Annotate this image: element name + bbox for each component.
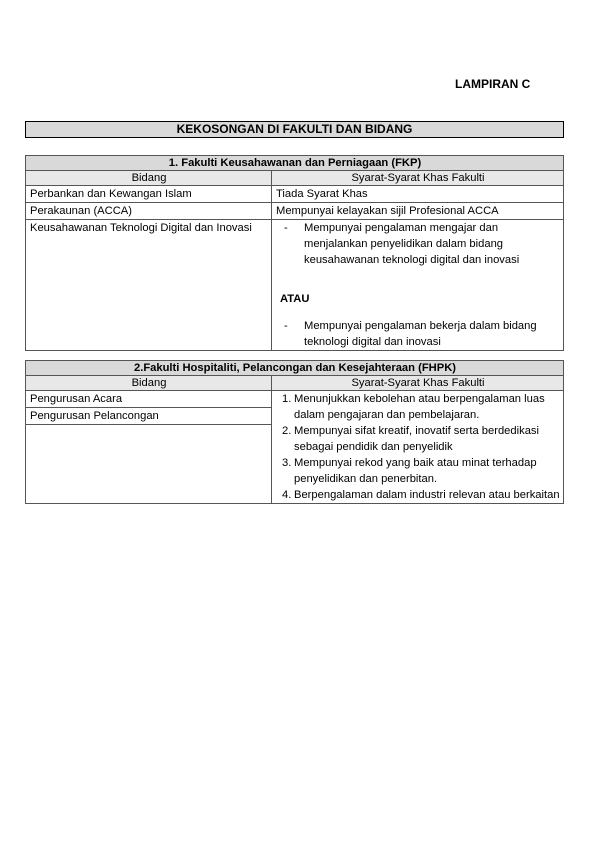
field-cell: Perakaunan (ACCA) [26, 203, 272, 220]
requirement-text: Mempunyai sifat kreatif, inovatif serta berdedikasi sebagai pendidik dan penyelidik [294, 425, 539, 453]
fkp-section-title: 1. Fakulti Keusahawanan dan Perniagaan (FKP) [26, 156, 564, 171]
fhpk-col-bidang-header: Bidang [26, 376, 272, 391]
field-cell: Pengurusan Acara [26, 391, 272, 408]
requirement-item [276, 391, 560, 423]
field-cell: Pengurusan Pelancongan [26, 408, 272, 425]
requirement-text: Menunjukkan kebolehan atau berpengalaman luas dalam pengajaran dan pembelajaran. [294, 393, 545, 421]
field-cell-empty [26, 425, 272, 504]
fhpk-col-syarat-header: Syarat-Syarat Khas Fakulti [272, 376, 564, 391]
table-row [26, 186, 564, 203]
requirement-item [276, 455, 560, 487]
requirement-item [284, 318, 560, 350]
requirement-item [276, 423, 560, 455]
number-marker: 3. [282, 457, 292, 469]
requirement-cell [272, 391, 564, 504]
requirement-text: Mempunyai pengalaman mengajar dan menjalankan penyelidikan dalam bidang keusahawanan teknologi digital dan inovasi [304, 222, 520, 266]
fhpk-table [25, 360, 564, 504]
table-row [26, 220, 564, 351]
fkp-table [25, 155, 564, 351]
number-marker: 1. [282, 393, 292, 405]
requirement-cell [272, 220, 564, 351]
requirement-text: Mempunyai pengalaman bekerja dalam bidang teknologi digital dan inovasi [304, 320, 537, 348]
requirement-text: Berpengalaman dalam industri relevan atau berkaitan [294, 489, 560, 501]
fkp-col-bidang-header: Bidang [26, 171, 272, 186]
requirement-cell: Tiada Syarat Khas [272, 186, 564, 203]
fkp-col-syarat-header: Syarat-Syarat Khas Fakulti [272, 171, 564, 186]
requirement-cell: Mempunyai kelayakan sijil Profesional ACCA [272, 203, 564, 220]
appendix-label: LAMPIRAN C [455, 77, 531, 91]
table-row [26, 203, 564, 220]
requirement-item [276, 487, 560, 503]
table-row [26, 391, 564, 408]
dash-marker: - [284, 320, 288, 332]
number-marker: 4. [282, 489, 292, 501]
document-title: KEKOSONGAN DI FAKULTI DAN BIDANG [25, 121, 564, 138]
atau-separator: ATAU [280, 293, 310, 305]
dash-marker: - [284, 222, 288, 234]
field-cell: Keusahawanan Teknologi Digital dan Inovasi [26, 220, 272, 351]
requirement-text: Mempunyai rekod yang baik atau minat terhadap penyelidikan dan penerbitan. [294, 457, 537, 485]
requirement-item [284, 220, 560, 268]
fhpk-section-title: 2.Fakulti Hospitaliti, Pelancongan dan Kesejahteraan (FHPK) [26, 361, 564, 376]
number-marker: 2. [282, 425, 292, 437]
field-cell: Perbankan dan Kewangan Islam [26, 186, 272, 203]
